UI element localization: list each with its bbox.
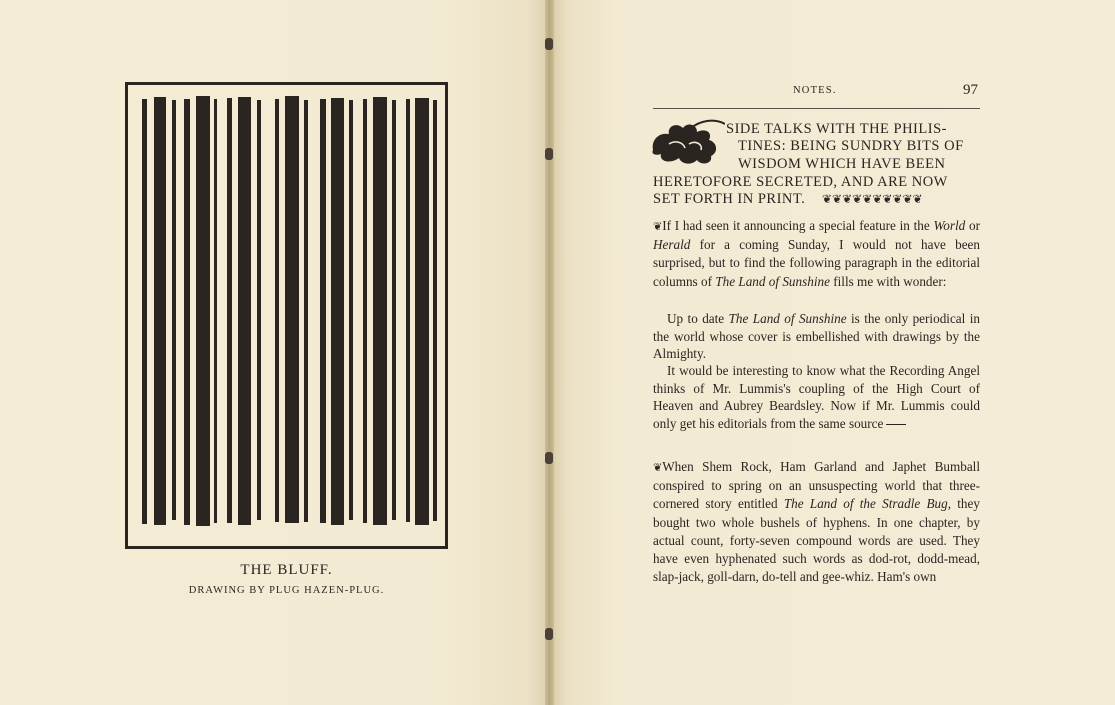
illustration-frame bbox=[125, 82, 448, 549]
illustration-bar bbox=[331, 98, 344, 525]
illustration-bar bbox=[415, 98, 429, 525]
illustration-credit: DRAWING BY PLUG HAZEN-PLUG. bbox=[188, 585, 385, 596]
fleuron-icon: ❦ bbox=[653, 221, 663, 233]
decorative-initial-ornament bbox=[649, 118, 725, 168]
binding-stitch bbox=[545, 148, 553, 160]
binding-stitch bbox=[545, 628, 553, 640]
fleuron-icon: ❦ bbox=[653, 462, 663, 474]
illustration-bar bbox=[257, 100, 261, 520]
page-number: 97 bbox=[963, 82, 978, 98]
heading-line: WISDOM WHICH HAVE BEEN bbox=[738, 156, 946, 172]
illustration-bar bbox=[406, 99, 410, 522]
illustration-bar bbox=[196, 96, 210, 526]
paragraph-lummis: ❦If I had seen it announcing a special feature in the World or Herald for a coming Sunday, I would not have been surprised, but to find the following paragraph in the editorial columns of The Land of Sunshine fills me with wonder: bbox=[653, 218, 980, 289]
heading-fleurons: ❦❦❦❦❦❦❦❦❦❦ bbox=[822, 192, 923, 206]
illustration-bar bbox=[392, 100, 396, 520]
illustration-bar bbox=[214, 99, 217, 523]
illustration-bar bbox=[433, 100, 437, 521]
book-gutter bbox=[545, 0, 554, 705]
illustration-bar bbox=[363, 99, 367, 523]
illustration-bar bbox=[154, 97, 166, 525]
heading-line: SIDE TALKS WITH THE PHILIS- bbox=[726, 121, 947, 137]
illustration-bar bbox=[349, 100, 353, 520]
heading-line: SET FORTH IN PRINT. bbox=[653, 191, 806, 207]
illustration-bar bbox=[142, 99, 147, 524]
illustration-bar bbox=[320, 99, 326, 523]
heading-line: TINES: BEING SUNDRY BITS OF bbox=[738, 138, 964, 154]
illustration-bar bbox=[304, 100, 308, 522]
running-head: NOTES. bbox=[793, 85, 837, 96]
illustration-bar bbox=[285, 96, 299, 523]
illustration-bar bbox=[373, 97, 387, 525]
quote-paragraph-2: It would be interesting to know what the Recording Angel thinks of Mr. Lummis's coupling of the High Court of Heaven and Aubrey Beardsley. Now if Mr. Lummis could only get his editorials from the same source bbox=[653, 363, 980, 431]
em-dash-rule bbox=[886, 424, 906, 425]
binding-stitch bbox=[545, 38, 553, 50]
illustration-bar bbox=[227, 98, 232, 523]
heading-line: HERETOFORE SECRETED, AND ARE NOW bbox=[653, 174, 948, 190]
illustration-title: THE BLUFF. bbox=[240, 562, 333, 578]
illustration-bar bbox=[238, 97, 251, 525]
binding-stitch bbox=[545, 452, 553, 464]
quote-paragraph-1: Up to date The Land of Sunshine is the only periodical in the world whose cover is embellished with drawings by the Almighty. bbox=[653, 311, 980, 361]
illustration-bar bbox=[184, 99, 190, 525]
paragraph-garland: ❦When Shem Rock, Ham Garland and Japhet Bumball conspired to spring on an unsuspecting world that three-cornered story entitled The Land of the Stradle Bug, they bought two whole bushels of hyphens. In one chapter, by actual count, forty-seven compound words are used. They have even hyphenated such words as dod-rot, dodd-mead, slap-jack, goll-darn, do-tell and gee-whiz. Ham's own bbox=[653, 459, 980, 585]
illustration-bar bbox=[275, 99, 279, 522]
header-rule bbox=[653, 108, 980, 109]
illustration-bar bbox=[172, 100, 176, 520]
